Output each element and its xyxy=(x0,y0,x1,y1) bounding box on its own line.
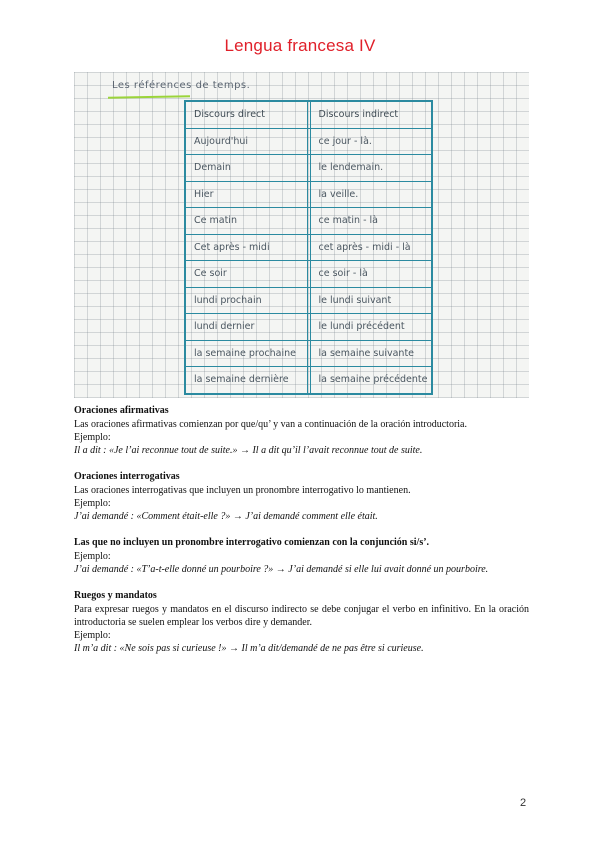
table-row xyxy=(186,340,431,367)
section-title: Oraciones interrogativas xyxy=(74,471,180,482)
section-interrogative xyxy=(74,470,529,523)
page-number: 2 xyxy=(520,797,527,809)
cell-direct: Hier xyxy=(186,182,311,208)
cell-indirect: ce matin - là xyxy=(318,215,378,227)
section-paragraph: Las oraciones interrogativas que incluyen un pronombre interrogativo lo mantienen. xyxy=(74,485,411,496)
example-text: J’ai demandé : «T’a-t-elle donné un pourboire ?» → J’ai demandé si elle lui avait donné un pourboire. xyxy=(74,564,489,575)
table-row xyxy=(186,313,431,340)
header-indirect: Discours indirect xyxy=(318,109,399,121)
cell-indirect: la semaine précédente xyxy=(318,374,428,386)
cell-direct: lundi dernier xyxy=(186,314,311,340)
notebook-heading-underline xyxy=(108,95,190,98)
example-text: J’ai demandé : «Comment était-elle ?» → J’ai demandé comment elle était. xyxy=(74,511,378,522)
table-row xyxy=(186,366,431,393)
table-row xyxy=(186,181,431,208)
cell-indirect: la semaine suivante xyxy=(318,347,415,359)
table-header-row xyxy=(186,102,431,128)
table-row xyxy=(186,287,431,314)
section-title: Las que no incluyen un pronombre interrogativo comienzan con la conjunción si/s’. xyxy=(74,537,430,548)
cell-direct: la semaine dernière xyxy=(186,367,311,393)
cell-direct: Aujourd'hui xyxy=(186,129,311,155)
cell-indirect: ce soir - là xyxy=(318,268,368,280)
example-label: Ejemplo: xyxy=(74,498,111,509)
cell-direct: Ce matin xyxy=(186,208,311,234)
cell-direct: la semaine prochaine xyxy=(186,341,311,367)
table-row xyxy=(186,128,431,155)
table-row xyxy=(186,154,431,181)
notebook-photo xyxy=(74,72,529,398)
cell-indirect: ce jour - là. xyxy=(318,135,372,147)
notebook-heading: Les références de temps. xyxy=(112,80,251,91)
example-text: Il a dit : «Je l’ai reconnue tout de suite.» → Il a dit qu’il l’avait reconnue tout de suite. xyxy=(74,445,423,456)
cell-direct: Demain xyxy=(186,155,311,181)
cell-indirect: le lundi suivant xyxy=(318,294,392,306)
section-si-conjunction xyxy=(74,536,529,576)
document-body xyxy=(74,404,529,668)
table-row xyxy=(186,207,431,234)
page-title: Lengua francesa IV xyxy=(224,36,376,55)
section-title: Oraciones afirmativas xyxy=(74,405,169,416)
cell-direct: Cet après - midi xyxy=(186,235,311,261)
cell-indirect: le lundi précédent xyxy=(318,321,405,333)
cell-indirect: cet après - midi - là xyxy=(318,241,411,253)
section-paragraph: Para expresar ruegos y mandatos en el discurso indirecto se debe conjugar el verbo en infinitivo. En la oración introductoria se suelen emplear los verbos dire y demander. xyxy=(74,604,529,628)
table-row xyxy=(186,260,431,287)
cell-indirect: le lendemain. xyxy=(318,162,384,174)
section-title: Ruegos y mandatos xyxy=(74,590,157,601)
section-paragraph: Las oraciones afirmativas comienzan por que/qu’ y van a continuación de la oración introductoria. xyxy=(74,419,467,430)
cell-direct: Ce soir xyxy=(186,261,311,287)
cell-direct: lundi prochain xyxy=(186,288,311,314)
example-label: Ejemplo: xyxy=(74,551,111,562)
header-direct: Discours direct xyxy=(186,102,311,128)
example-label: Ejemplo: xyxy=(74,630,111,641)
section-affirmative xyxy=(74,404,529,457)
example-label: Ejemplo: xyxy=(74,432,111,443)
example-text: Il m’a dit : «Ne sois pas si curieuse !» → Il m’a dit/demandé de ne pas être si curieuse. xyxy=(74,643,424,654)
cell-indirect: la veille. xyxy=(318,188,359,200)
table-row xyxy=(186,234,431,261)
time-references-table xyxy=(184,100,433,395)
section-requests-commands xyxy=(74,589,529,655)
